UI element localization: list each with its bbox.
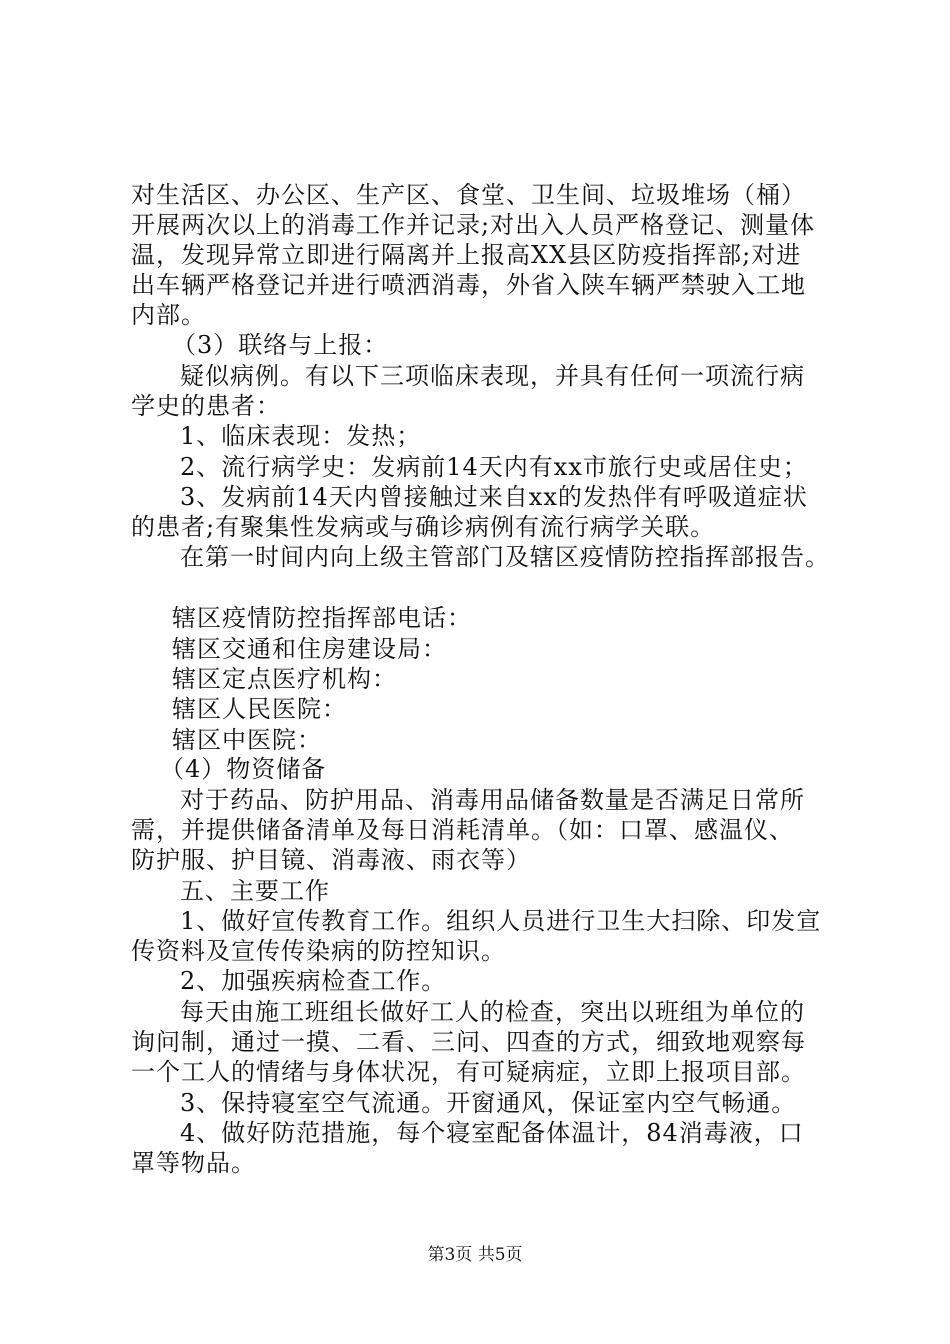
body-line: 对于药品、防护用品、消毒用品储备数量是否满足日常所 <box>180 786 805 814</box>
contact-line: 辖区中医院： <box>172 726 322 754</box>
contact-line: 辖区交通和住房建设局： <box>172 635 447 663</box>
section-heading: （3）联络与上报： <box>172 331 389 359</box>
body-line: 罩等物品。 <box>131 1149 256 1177</box>
list-item: 1、临床表现：发热； <box>180 422 422 450</box>
body-line: 每天由施工班组长做好工人的检查，突出以班组为单位的 <box>180 998 805 1026</box>
body-line: 出车辆严格登记并进行喷洒消毒，外省入陕车辆严禁驶入工地 <box>131 271 806 299</box>
body-line: 在第一时间内向上级主管部门及辖区疫情防控指挥部报告。 <box>180 543 830 571</box>
list-item: 1、做好宣传教育工作。组织人员进行卫生大扫除、印发宣 <box>180 907 822 935</box>
body-line: 传资料及宣传传染病的防控知识。 <box>131 937 506 965</box>
list-item: 3、保持寝室空气流通。开窗通风，保证室内空气畅通。 <box>180 1089 797 1117</box>
body-line: 对生活区、办公区、生产区、食堂、卫生间、垃圾堆场（桶） <box>131 181 806 209</box>
body-line: 温，发现异常立即进行隔离并上报高XX县区防疫指挥部;对进 <box>131 241 802 269</box>
section-heading: （4）物资储备 <box>160 755 327 783</box>
body-line: 一个工人的情绪与身体状况，有可疑病症，立即上报项目部。 <box>131 1058 806 1086</box>
list-item: 2、加强疾病检查工作。 <box>180 967 447 995</box>
body-line: 询问制，通过一摸、二看、三问、四查的方式，细致地观察每 <box>131 1028 806 1056</box>
section-heading: 五、主要工作 <box>180 877 330 905</box>
contact-line: 辖区疫情防控指挥部电话： <box>172 604 472 632</box>
contact-line: 辖区定点医疗机构： <box>172 665 397 693</box>
contact-line: 辖区人民医院： <box>172 695 347 723</box>
body-line: 的患者;有聚集性发病或与确诊病例有流行病学关联。 <box>131 513 716 541</box>
list-item: 2、流行病学史：发病前14天内有xx市旅行史或居住史； <box>180 453 808 481</box>
body-line: 开展两次以上的消毒工作并记录;对出入人员严格登记、测量体 <box>131 211 816 239</box>
body-line: 需，并提供储备清单及每日消耗清单。（如：口罩、感温仪、 <box>131 816 794 844</box>
body-line: 疑似病例。有以下三项临床表现，并具有任何一项流行病 <box>180 362 805 390</box>
body-line: 防护服、护目镜、消毒液、雨衣等） <box>131 846 531 874</box>
list-item: 4、做好防范措施，每个寝室配备体温计，84消毒液，口 <box>180 1119 804 1147</box>
list-item: 3、发病前14天内曾接触过来自xx的发热伴有呼吸道症状 <box>180 483 808 511</box>
page-number-footer: 第3页 共5页 <box>427 1245 523 1265</box>
body-line: 学史的患者： <box>131 392 281 420</box>
body-line: 内部。 <box>131 301 206 329</box>
